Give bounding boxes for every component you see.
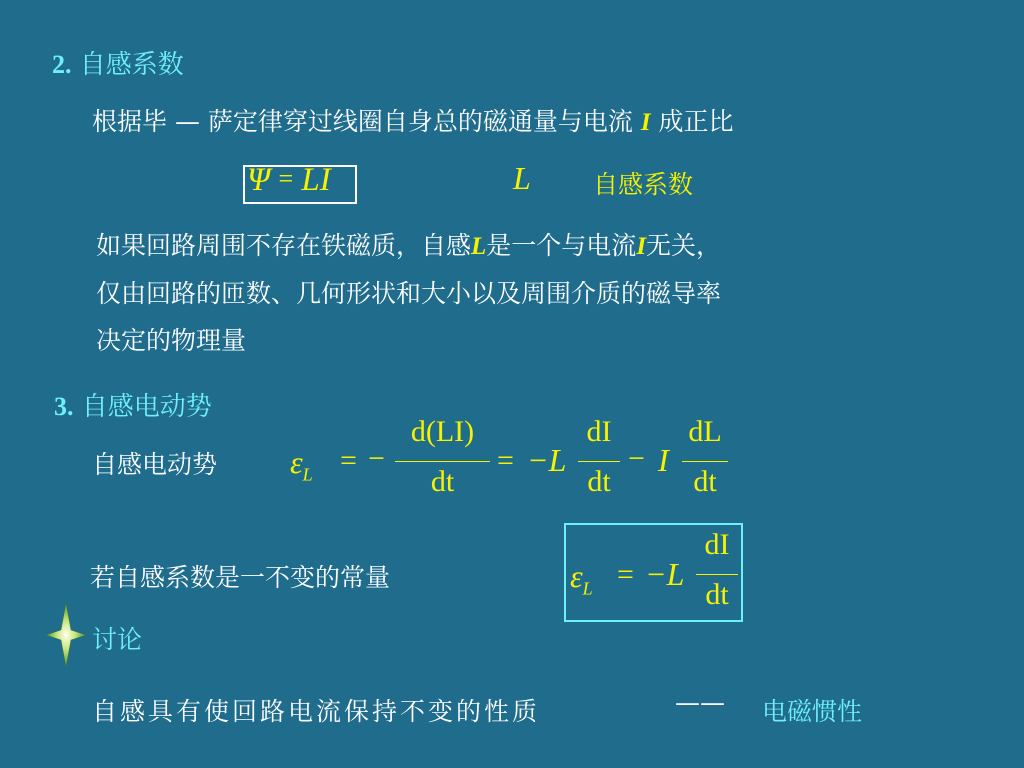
- fraction-numerator: dI: [586, 415, 612, 448]
- boxed-coef: −L: [645, 556, 685, 592]
- discussion-conclusion: 电磁惯性: [762, 697, 863, 726]
- term3-op: −: [628, 442, 645, 475]
- sparkle-icon: [46, 603, 86, 667]
- inductance-description: [96, 222, 721, 364]
- emf-equals: =: [340, 444, 357, 477]
- section-3-heading: [54, 386, 212, 423]
- description-L: L: [471, 233, 487, 260]
- inductance-label: 自感系数: [593, 170, 694, 199]
- section-2-number: 2.: [52, 50, 72, 79]
- biot-savart-statement: [92, 102, 734, 138]
- flux-equals: =: [278, 164, 294, 193]
- emf-label: 自感电动势: [92, 450, 218, 479]
- statement-suffix: 成正比: [658, 107, 734, 136]
- fraction-dLI-dt: [395, 415, 490, 505]
- boxed-fraction-dI-dt: [696, 528, 738, 618]
- inductance-symbol: L: [513, 160, 531, 196]
- description-line-3: 决定的物理量: [96, 326, 247, 355]
- constant-case-label: 若自感系数是一不变的常量: [90, 563, 391, 592]
- boxed-equals: =: [617, 558, 634, 591]
- fraction-denominator: dt: [705, 578, 729, 611]
- discussion-dash: ——: [675, 688, 725, 717]
- fraction-denominator: dt: [430, 465, 455, 498]
- section-2-heading: [52, 44, 184, 81]
- term3-coef: I: [658, 442, 669, 478]
- description-line-2: 仅由回路的匝数、几何形状和大小以及周围介质的磁导率: [96, 279, 722, 308]
- emf-symbol: $\varepsilon_L$: [290, 444, 313, 485]
- psi-symbol: Ψ: [247, 162, 271, 198]
- fraction-numerator: dL: [688, 415, 722, 448]
- fraction-denominator: dt: [587, 465, 611, 498]
- emf-minus: −: [368, 442, 385, 475]
- section-3-number: 3.: [54, 392, 74, 421]
- fraction-numerator: dI: [704, 528, 730, 561]
- flux-rhs: LI: [301, 162, 331, 198]
- description-line-1: 如果回路周围不存在铁磁质，自感L是一个与电流I无关，: [96, 231, 722, 260]
- fraction-denominator: dt: [693, 465, 717, 498]
- fraction-numerator: d(LI): [410, 415, 475, 448]
- emf-equals-2: =: [497, 444, 514, 477]
- description-I: I: [636, 233, 647, 260]
- term2-coef: −L: [527, 442, 567, 478]
- section-2-title: 自感系数: [79, 50, 184, 80]
- fraction-dI-dt: [578, 415, 620, 505]
- statement-current-var: I: [640, 109, 651, 136]
- discussion-label: 讨论: [92, 625, 143, 654]
- discussion-statement: 自感具有使回路电流保持不变的性质: [92, 697, 541, 726]
- statement-text: 根据毕 — 萨定律穿过线圈自身总的磁通量与电流: [92, 107, 633, 136]
- section-3-title: 自感电动势: [81, 392, 212, 422]
- boxed-emf-symbol: $\varepsilon_L$: [570, 558, 593, 599]
- fraction-dL-dt: [682, 415, 728, 505]
- flux-formula: [247, 162, 331, 199]
